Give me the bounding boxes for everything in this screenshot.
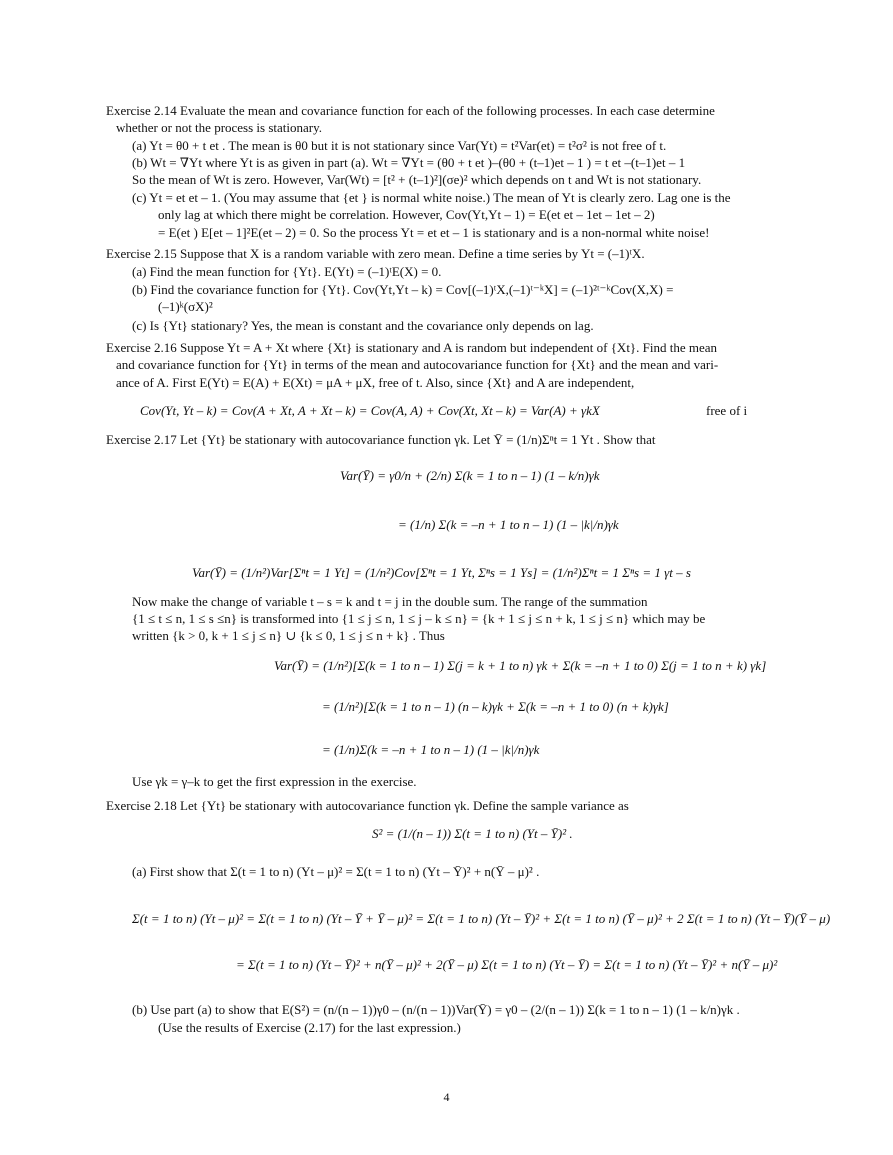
text-line: whether or not the process is stationary. xyxy=(116,120,323,135)
equation: S² = (1/(n – 1)) Σ(t = 1 to n) (Yt – Ȳ)² . xyxy=(372,826,573,841)
equation: Σ(t = 1 to n) (Yt – μ)² = Σ(t = 1 to n) (Yt – Ȳ + Ȳ – μ)² = Σ(t = 1 to n) (Yt – Ȳ)² + Σ(t = 1 to n) (Ȳ – μ)² + 2 Σ(t = 1 to n) (Yt – Ȳ)(Ȳ – μ) xyxy=(132,911,831,926)
text-line: (–1)ᵏ(σX)² xyxy=(158,299,213,314)
text-line: = E(et ) E[et – 1]²E(et – 2) = 0. So the process Yt = et et – 1 is stationary and is a non-normal white noise! xyxy=(158,225,710,240)
text-line: (a) Find the mean function for {Yt}. E(Yt) = (–1)ᵗE(X) = 0. xyxy=(132,264,442,279)
text-line: Exercise 2.18 Let {Yt} be stationary with autocovariance function γk. Define the sample variance as xyxy=(106,798,629,813)
text-line: (c) Yt = et et – 1. (You may assume that {et } is normal white noise.) The mean of Yt is clearly zero. Lag one is the xyxy=(132,190,731,205)
equation: Var(Ȳ) = γ0/n + (2/n) Σ(k = 1 to n – 1) (1 – k/n)γk xyxy=(340,468,600,483)
text-line: Exercise 2.15 Suppose that X is a random variable with zero mean. Define a time series by Yt = (–1)ᵗX. xyxy=(106,246,645,261)
text-line: free of i xyxy=(706,403,748,418)
text-line: ance of A. First E(Yt) = E(A) + E(Xt) = μA + μX, free of t. Also, since {Xt} and A are independent, xyxy=(116,375,635,390)
text-line: Exercise 2.17 Let {Yt} be stationary with autocovariance function γk. Let Ȳ = (1/n)Σⁿt = 1 Yt . Show that xyxy=(106,432,656,447)
text-line: {1 ≤ t ≤ n, 1 ≤ s ≤n} is transformed into {1 ≤ j ≤ n, 1 ≤ j – k ≤ n} = {k + 1 ≤ j ≤ n + k, 1 ≤ j ≤ n} which may be xyxy=(132,611,706,626)
text-line: (c) Is {Yt} stationary? Yes, the mean is constant and the covariance only depends on lag. xyxy=(132,318,594,333)
text-line: (Use the results of Exercise (2.17) for the last expression.) xyxy=(158,1020,461,1035)
text-line: (a) Yt = θ0 + t et . The mean is θ0 but it is not stationary since Var(Yt) = t²Var(et) = t²σ² is not free of t. xyxy=(132,138,667,153)
text-line: Now make the change of variable t – s = k and t = j in the double sum. The range of the summation xyxy=(132,594,648,609)
equation: Cov(Yt, Yt – k) = Cov(A + Xt, A + Xt – k) = Cov(A, A) + Cov(Xt, Xt – k) = Var(A) + γkX xyxy=(140,403,600,418)
text-line: (a) First show that Σ(t = 1 to n) (Yt – μ)² = Σ(t = 1 to n) (Yt – Ȳ)² + n(Ȳ – μ)² . xyxy=(132,864,540,879)
equation: = (1/n²)[Σ(k = 1 to n – 1) (n – k)γk + Σ(k = –n + 1 to 0) (n + k)γk] xyxy=(322,699,669,714)
equation: Var(Ȳ) = (1/n²)[Σ(k = 1 to n – 1) Σ(j = k + 1 to n) γk + Σ(k = –n + 1 to 0) Σ(j = 1 to n + k) γk] xyxy=(274,658,767,673)
text-line: Exercise 2.14 Evaluate the mean and covariance function for each of the following processes. In each case determine xyxy=(106,103,715,118)
text-line: So the mean of Wt is zero. However, Var(Wt) = [t² + (t–1)²](σe)² which depends on t and Wt is not stationary. xyxy=(132,172,702,187)
text-line: (b) Use part (a) to show that E(S²) = (n/(n – 1))γ0 – (n/(n – 1))Var(Ȳ) = γ0 – (2/(n – 1)) Σ(k = 1 to n – 1) (1 – k/n)γk . xyxy=(132,1002,740,1017)
text-line: (b) Find the covariance function for {Yt}. Cov(Yt,Yt – k) = Cov[(–1)ᵗX,(–1)ᵗ⁻ᵏX] = (–1)²ᵗ⁻ᵏCov(X,X) = xyxy=(132,282,674,297)
text-line: only lag at which there might be correlation. However, Cov(Yt,Yt – 1) = E(et et – 1et – 1et – 2) xyxy=(158,207,655,222)
page-number: 4 xyxy=(443,1090,450,1104)
equation: = Σ(t = 1 to n) (Yt – Ȳ)² + n(Ȳ – μ)² + 2(Ȳ – μ) Σ(t = 1 to n) (Yt – Ȳ) = Σ(t = 1 to n) (Yt – Ȳ)² + n(Ȳ – μ)² xyxy=(236,957,778,972)
text-line: written {k > 0, k + 1 ≤ j ≤ n} ∪ {k ≤ 0, 1 ≤ j ≤ n + k} . Thus xyxy=(132,628,445,643)
text-line: Use γk = γ–k to get the first expression in the exercise. xyxy=(132,774,417,789)
equation: = (1/n)Σ(k = –n + 1 to n – 1) (1 – |k|/n)γk xyxy=(322,742,540,757)
text-line: and covariance function for {Yt} in terms of the mean and autocovariance function for {Xt} and the mean and vari- xyxy=(116,357,719,372)
text-line: (b) Wt = ∇Yt where Yt is as given in part (a). Wt = ∇Yt = (θ0 + t et )–(θ0 + (t–1)et – 1 ) = t et –(t–1)et – 1 xyxy=(132,155,686,170)
text-line: Exercise 2.16 Suppose Yt = A + Xt where {Xt} is stationary and A is random but independent of {Xt}. Find the mean xyxy=(106,340,718,355)
equation: Var(Ȳ) = (1/n²)Var[Σⁿt = 1 Yt] = (1/n²)Cov[Σⁿt = 1 Yt, Σⁿs = 1 Ys] = (1/n²)Σⁿt = 1 Σⁿs = 1 γt – s xyxy=(192,565,691,580)
equation: = (1/n) Σ(k = –n + 1 to n – 1) (1 – |k|/n)γk xyxy=(398,517,619,532)
